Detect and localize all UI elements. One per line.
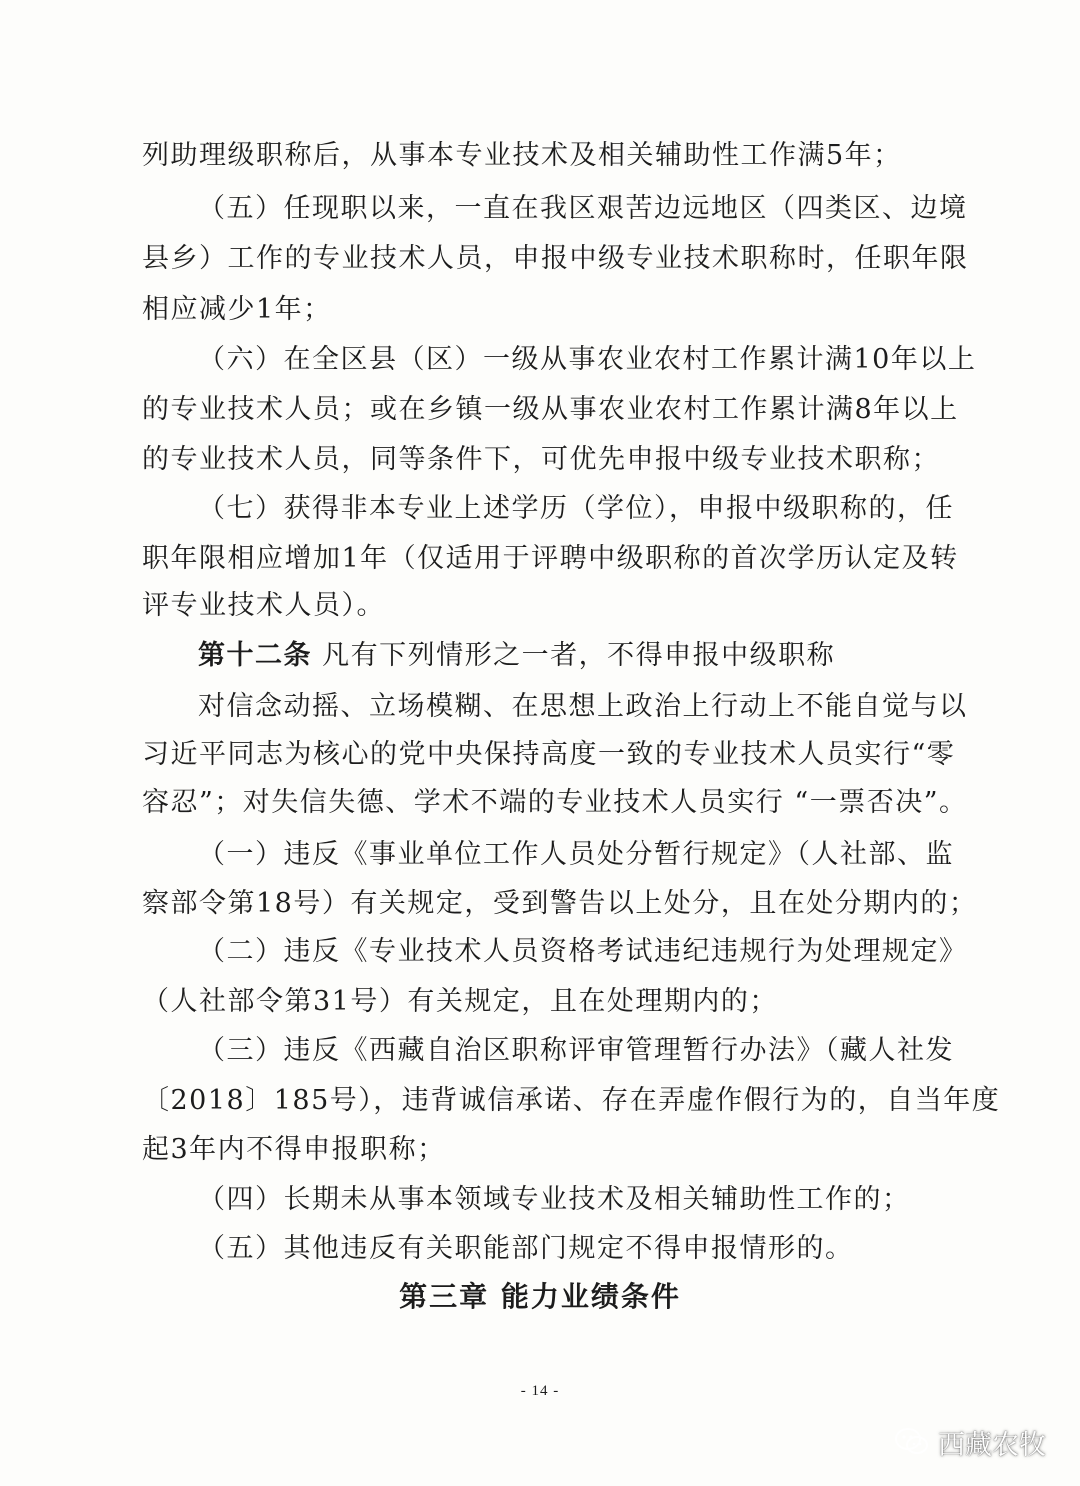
- text-line: 职年限相应增加1年（仅适用于评聘中级职称的首次学历认定及转: [142, 543, 959, 574]
- text-line: 的专业技术人员，同等条件下，可优先申报中级专业技术职称；: [142, 444, 940, 475]
- text-line: （二）违反《专业技术人员资格考试违纪违规行为处理规定》: [198, 936, 968, 967]
- text-line: 容忍”；对失信失德、学术不端的专业技术人员实行 “一票否决”。: [142, 787, 968, 818]
- watermark-text: 西藏农牧: [938, 1429, 1046, 1461]
- article-12-heading: [198, 636, 942, 676]
- wechat-icon: [894, 1427, 930, 1457]
- article-12-title: 凡有下列情形之一者，不得申报中级职称: [322, 640, 836, 671]
- text-line: 习近平同志为核心的党中央保持高度一致的专业技术人员实行“零: [142, 739, 956, 770]
- article-12-label: 第十二条: [198, 640, 312, 671]
- chapter-title: 第三章 能力业绩条件: [399, 1280, 681, 1313]
- text-line: 相应减少1年；: [142, 294, 332, 325]
- text-line: 察部令第18号）有关规定，受到警告以上处分，且在处分期内的；: [142, 888, 978, 919]
- text-line: 对信念动摇、立场模糊、在思想上政治上行动上不能自觉与以: [198, 691, 968, 722]
- text-line: （六）在全区县（区）一级从事农业农村工作累计满10年以上: [198, 344, 977, 375]
- text-line: 评专业技术人员）。: [142, 590, 385, 621]
- page-number: - 14 -: [520, 1383, 560, 1399]
- text-line: （一）违反《事业单位工作人员处分暂行规定》（人社部、监: [198, 839, 954, 870]
- watermark: [894, 1422, 1046, 1462]
- text-line: （三）违反《西藏自治区职称评审管理暂行办法》（藏人社发: [198, 1035, 954, 1066]
- text-line: 起3年内不得申报职称；: [142, 1134, 446, 1165]
- text-line: （人社部令第31号）有关规定，且在处理期内的；: [142, 986, 778, 1017]
- text-line: （七）获得非本专业上述学历（学位），申报中级职称的，任: [198, 493, 954, 524]
- text-line: 〔2018〕185号），违背诚信承诺、存在弄虚作假行为的，自当年度: [142, 1085, 1001, 1116]
- text-line: （五）任现职以来，一直在我区艰苦边远地区（四类区、边境: [198, 193, 968, 224]
- text-line: （四）长期未从事本领域专业技术及相关辅助性工作的；: [198, 1184, 911, 1215]
- text-line: 县乡）工作的专业技术人员，申报中级专业技术职称时，任职年限: [142, 243, 969, 274]
- text-line: （五）其他违反有关职能部门规定不得申报情形的。: [198, 1233, 854, 1264]
- text-line: 列助理级职称后，从事本专业技术及相关辅助性工作满5年；: [142, 140, 902, 171]
- text-line: 的专业技术人员；或在乡镇一级从事农业农村工作累计满8年以上: [142, 394, 959, 425]
